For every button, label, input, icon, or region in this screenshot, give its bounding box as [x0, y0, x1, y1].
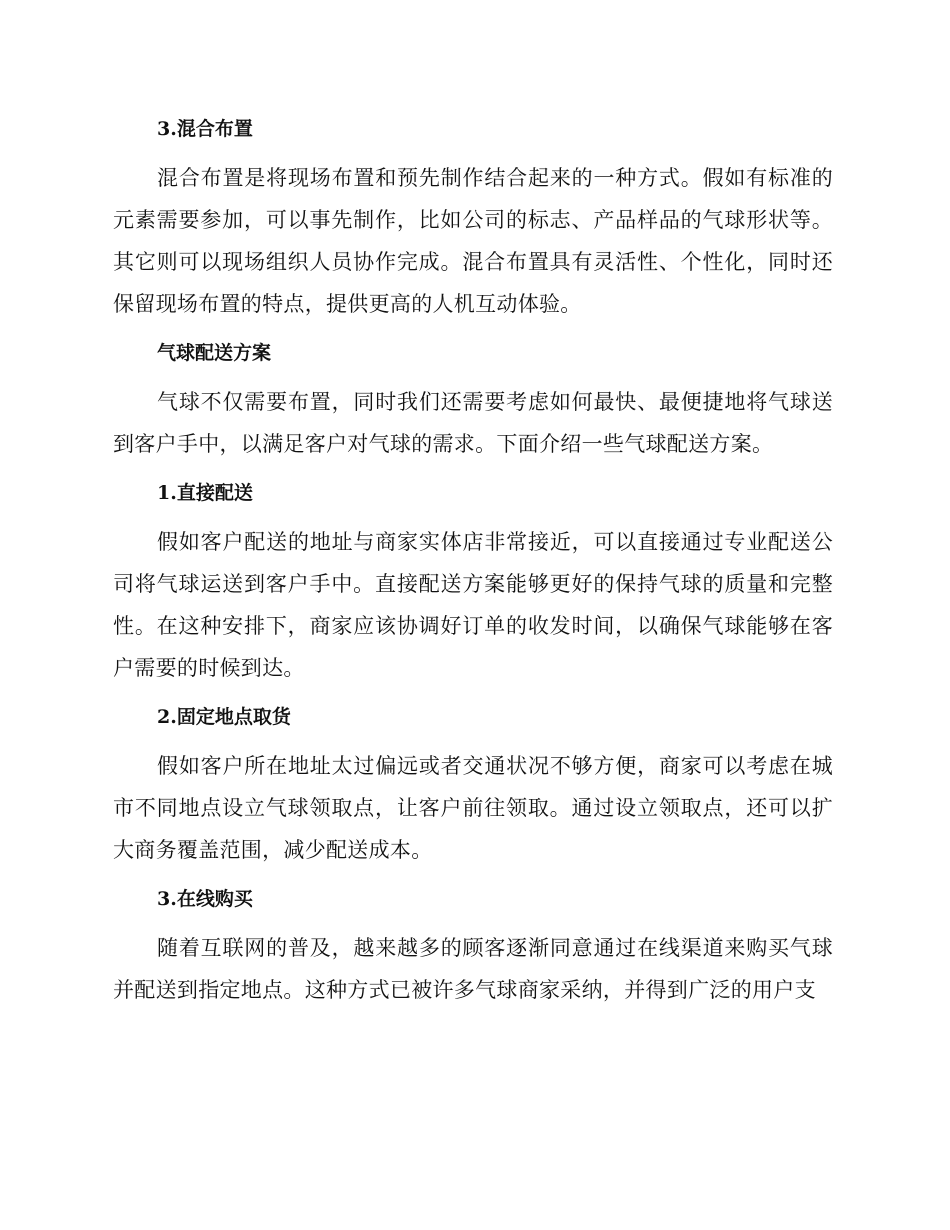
section-heading-delivery-plan: 气球配送方案	[157, 342, 272, 364]
paragraph-mixed-layout: 混合布置是将现场布置和预先制作结合起来的一种方式。假如有标准的元素需要参加，可以事先制作，比如公司的标志、产品样品的气球形状等。其它则可以现场组织人员协作完成。混合布置具有灵活性、个性化，同时还保留现场布置的特点，提供更高的人机互动体验。	[113, 166, 833, 316]
paragraph-direct-delivery: 假如客户配送的地址与商家实体店非常接近，可以直接通过专业配送公司将气球运送到客户手中。直接配送方案能够更好的保持气球的质量和完整性。在这种安排下，商家应该协调好订单的收发时间，以确保气球能够在客户需要的时候到达。	[113, 530, 833, 680]
section-heading-fixed-pickup: 2.固定地点取货	[157, 706, 291, 728]
paragraph-online-purchase: 随着互联网的普及，越来越多的顾客逐渐同意通过在线渠道来购买气球并配送到指定地点。这种方式已被许多气球商家采纳，并得到广泛的用户支	[113, 936, 833, 1002]
section-heading-online-purchase: 3.在线购买	[157, 888, 253, 910]
section-heading-mixed-layout: 3.混合布置	[157, 118, 253, 140]
paragraph-delivery-intro: 气球不仅需要布置，同时我们还需要考虑如何最快、最便捷地将气球送到客户手中，以满足客户对气球的需求。下面介绍一些气球配送方案。	[113, 390, 833, 456]
section-heading-direct-delivery: 1.直接配送	[157, 482, 253, 504]
document-body	[113, 108, 833, 1018]
paragraph-fixed-pickup: 假如客户所在地址太过偏远或者交通状况不够方便，商家可以考虑在城市不同地点设立气球领取点，让客户前往领取。通过设立领取点，还可以扩大商务覆盖范围，减少配送成本。	[113, 754, 833, 862]
